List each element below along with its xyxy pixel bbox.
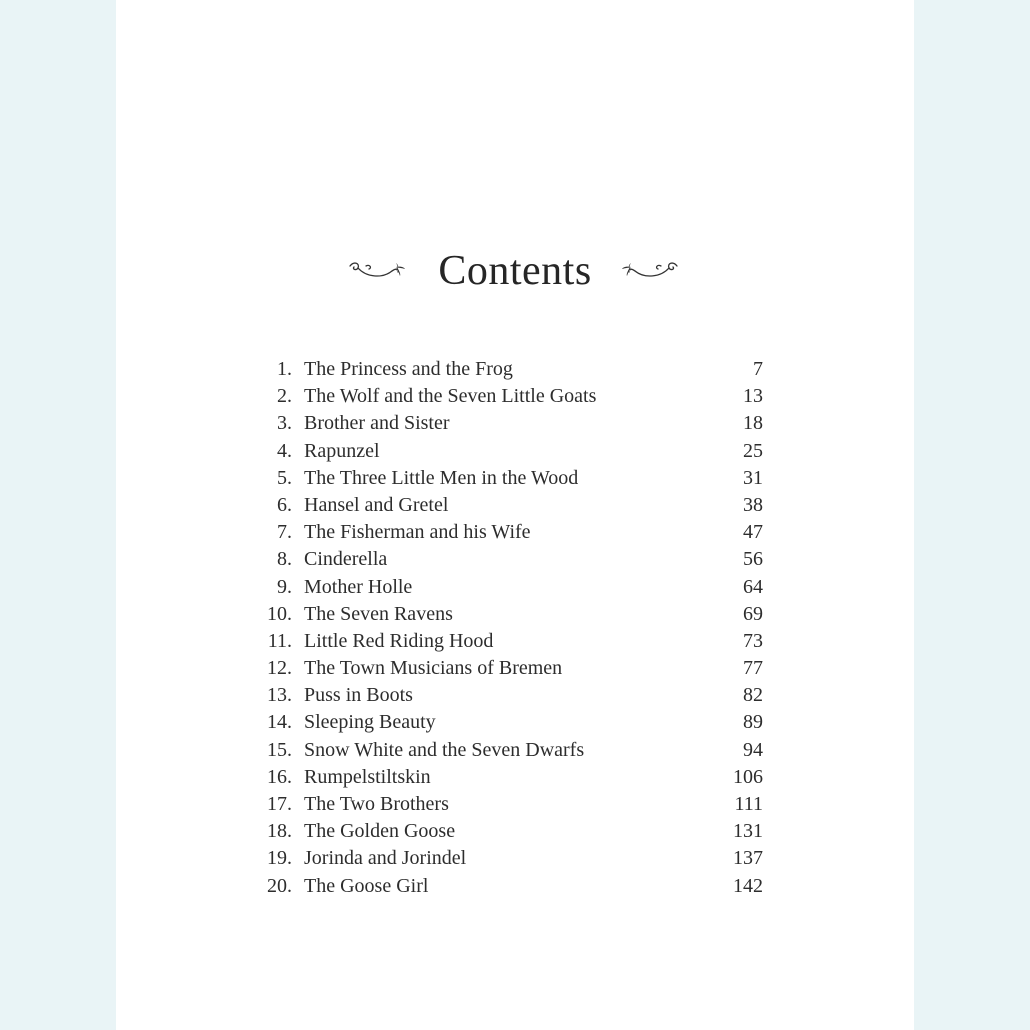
toc-entry[interactable] xyxy=(116,655,914,682)
toc-entry[interactable] xyxy=(116,873,914,900)
toc-entry-number: 15. xyxy=(267,738,292,761)
toc-entry-page: 111 xyxy=(734,793,763,815)
toc-entry-page: 89 xyxy=(743,711,763,734)
toc-entry-page: 13 xyxy=(743,385,763,408)
toc-entry-title: The Three Little Men in the Wood xyxy=(304,466,579,489)
toc-entry-number: 14. xyxy=(267,711,292,734)
toc-entry[interactable] xyxy=(116,601,914,628)
toc-entry-title: Brother and Sister xyxy=(304,412,450,435)
toc-entry-page: 18 xyxy=(743,412,763,435)
toc-entry-title: Rumpelstiltskin xyxy=(304,765,431,788)
page-title: Contents xyxy=(438,248,592,294)
toc-entry-title: The Wolf and the Seven Little Goats xyxy=(304,385,597,408)
toc-entry-title: The Town Musicians of Bremen xyxy=(304,657,563,680)
toc-entry-page: 106 xyxy=(733,765,763,788)
toc-entry-number: 7. xyxy=(277,521,292,544)
toc-entry-number: 3. xyxy=(277,412,292,435)
toc-entry-number: 16. xyxy=(267,765,292,788)
toc-entry-title: The Goose Girl xyxy=(304,874,429,897)
toc-entry-number: 18. xyxy=(267,820,292,843)
toc-entry[interactable] xyxy=(116,764,914,791)
toc-entry-title: Cinderella xyxy=(304,548,388,571)
toc-entry-number: 5. xyxy=(277,466,292,489)
toc-entry-number: 10. xyxy=(267,602,292,625)
toc-entry-title: The Golden Goose xyxy=(304,820,456,843)
toc-entry-title: The Seven Ravens xyxy=(304,602,453,625)
toc-entry-title: The Two Brothers xyxy=(304,793,449,815)
toc-entry[interactable] xyxy=(116,709,914,736)
toc-entry-title: Rapunzel xyxy=(304,439,380,462)
toc-entry-page: 73 xyxy=(743,629,763,652)
toc-entry-page: 69 xyxy=(743,602,763,625)
toc-entry[interactable] xyxy=(116,574,914,601)
book-page xyxy=(116,0,914,1030)
toc-entry[interactable] xyxy=(116,356,914,383)
toc-entry-page: 94 xyxy=(743,738,763,761)
toc-entry[interactable] xyxy=(116,737,914,764)
toc-entry-number: 2. xyxy=(277,385,292,408)
toc-entry-number: 4. xyxy=(277,439,292,462)
toc-entry-title: Hansel and Gretel xyxy=(304,493,449,516)
toc-entry[interactable] xyxy=(116,410,914,437)
toc-entry-number: 19. xyxy=(267,847,292,870)
toc-entry-number: 11. xyxy=(267,629,292,652)
toc-entry-page: 47 xyxy=(743,521,763,544)
toc-entry[interactable] xyxy=(116,519,914,546)
toc-entry-page: 56 xyxy=(743,548,763,571)
toc-entry[interactable] xyxy=(116,546,914,573)
toc-entry-page: 137 xyxy=(733,847,763,870)
toc-entry-page: 64 xyxy=(743,575,763,598)
toc-entry-page: 7 xyxy=(753,358,763,380)
toc-entry-number: 12. xyxy=(267,657,292,680)
toc-entry[interactable] xyxy=(116,791,914,818)
toc-entry-number: 9. xyxy=(277,575,292,598)
toc-entry-number: 13. xyxy=(267,684,292,707)
scroll-flourish-icon xyxy=(619,257,681,283)
toc-entry-title: Mother Holle xyxy=(304,575,413,598)
toc-entry-number: 20. xyxy=(267,874,292,897)
toc-entry-page: 38 xyxy=(743,493,763,516)
toc-entry[interactable] xyxy=(116,628,914,655)
contents-heading xyxy=(116,243,914,299)
toc-entry-page: 131 xyxy=(733,820,763,843)
toc-entry-page: 25 xyxy=(743,439,763,462)
toc-entry-page: 77 xyxy=(743,657,763,680)
toc-entry-number: 6. xyxy=(277,493,292,516)
toc-entry-title: Little Red Riding Hood xyxy=(304,629,494,652)
toc-entry[interactable] xyxy=(116,438,914,465)
toc-entry-page: 82 xyxy=(743,684,763,707)
toc-entry-page: 142 xyxy=(733,874,763,897)
toc-entry[interactable] xyxy=(116,845,914,872)
toc-entry-number: 8. xyxy=(277,548,292,571)
toc-entry-page: 31 xyxy=(743,466,763,489)
toc-entry[interactable] xyxy=(116,383,914,410)
toc-entry-title: Snow White and the Seven Dwarfs xyxy=(304,738,585,761)
toc-entry-title: Jorinda and Jorindel xyxy=(304,847,467,870)
toc-entry[interactable] xyxy=(116,818,914,845)
toc-entry-number: 1. xyxy=(277,358,292,380)
toc-entry-number: 17. xyxy=(267,793,292,815)
toc-entry-title: The Fisherman and his Wife xyxy=(304,521,531,544)
table-of-contents xyxy=(116,356,914,900)
toc-entry[interactable] xyxy=(116,465,914,492)
toc-entry-title: Puss in Boots xyxy=(304,684,413,707)
toc-entry-title: The Princess and the Frog xyxy=(304,358,513,380)
toc-entry[interactable] xyxy=(116,492,914,519)
toc-entry[interactable] xyxy=(116,682,914,709)
toc-entry-title: Sleeping Beauty xyxy=(304,711,436,734)
